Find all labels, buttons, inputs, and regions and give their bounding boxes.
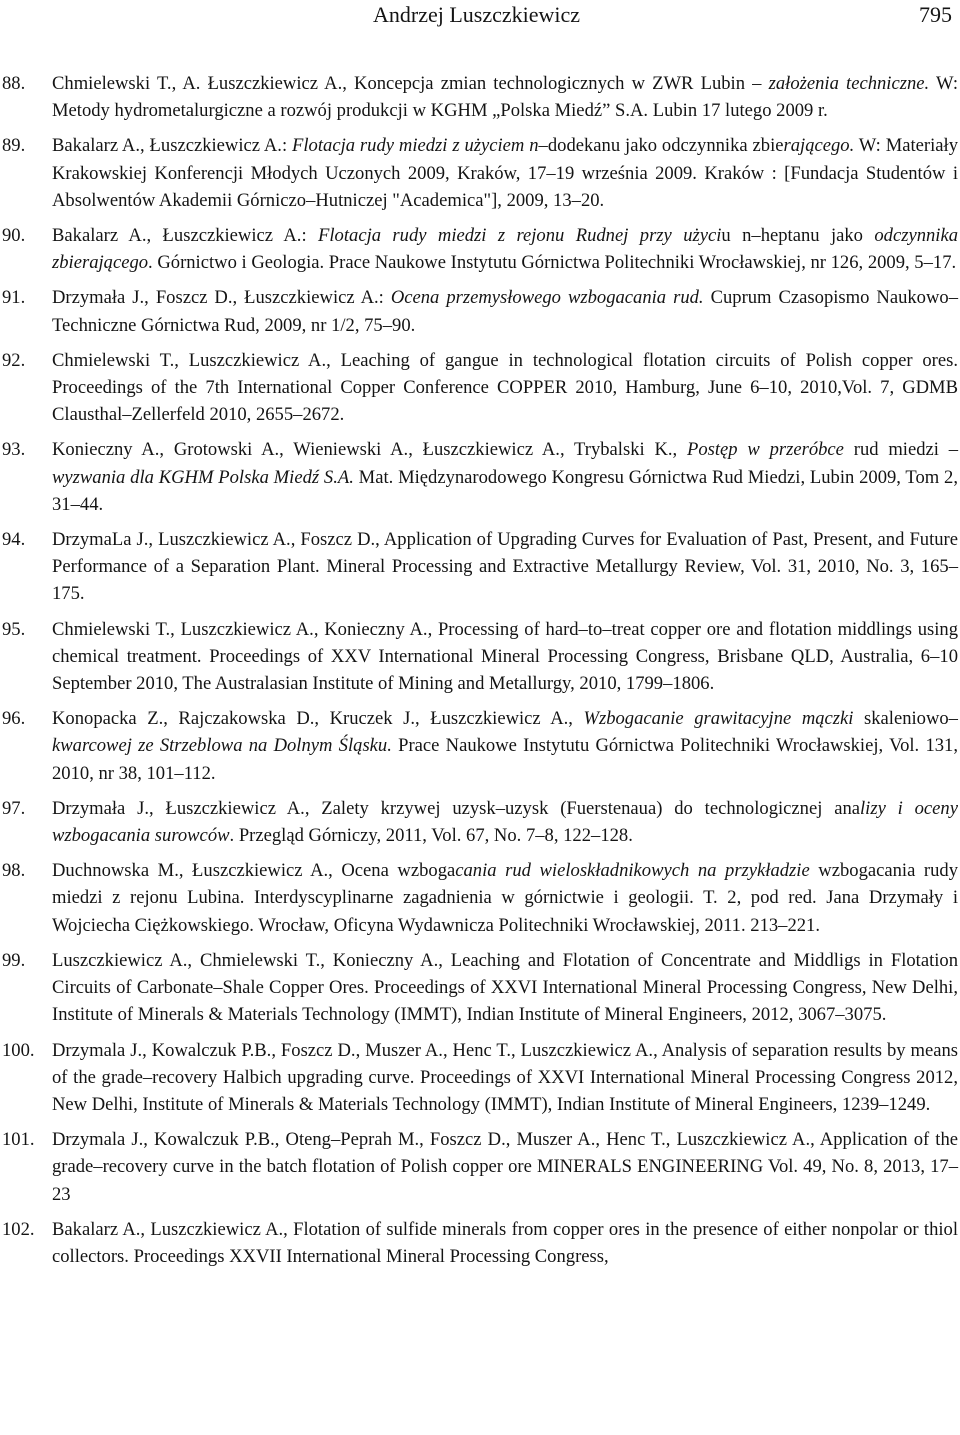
reference-text [52,1037,958,1119]
reference-number: 92. [2,349,26,371]
italic-title-segment: Postęp w przeróbce [686,439,844,461]
reference-item [0,616,960,698]
text-segment: Konieczny A., Grotowski A., Wieniewski A., Łuszczkiewicz A., Trybalski K., [52,439,687,461]
text-segment: . Górnictwo i Geologia. Prace Naukowe Instytutu Górnictwa Politechniki Wrocławskiej, nr 126, 2009, 5–17. [148,252,957,274]
reference-number: 93. [2,439,26,461]
reference-number: 96. [2,708,26,730]
text-segment: Bakalarz A., Luszczkiewicz A., Flotation of sulfide minerals from copper ores in the presence of either nonpolar or thiol collectors. Proceedings XXVII International Mineral Processing Congress, [52,1218,958,1267]
text-segment: wzbogacania rudy miedzi z rejonu Lubina. Interdyscyplinarne zagadnienia w górnictwie i geologii. T. 2, pod red. Jana Drzymały i Wojciecha Ciężkowskiego. Wrocław, Oficyna Wydawnicza Politechniki Wrocławskiej, 2011. 213–221. [52,860,958,936]
reference-number: 88. [2,73,26,94]
italic-title-segment: Flotacja rudy miedzi z rejonu Rudnej przy użyci [318,225,722,247]
text-segment: Chmielewski T., A. Łuszczkiewicz A., Koncepcja zmian technologicznych w ZWR Lubin – [52,73,769,94]
reference-item [0,1216,960,1270]
reference-text [52,436,958,518]
text-segment: Drzymala J., Kowalczuk P.B., Foszcz D., Muszer A., Henc T., Luszczkiewicz A., Analysis of separation results by means of the grade–recovery Halbich upgrading curve. Proceedings of XXVI International Mineral Processing Congress 2012, New Delhi, Institute of Minerals & Materials Technology (IMMT), Indian Institute of Mineral Engineers, 1239–1249. [52,1039,958,1115]
reference-item [0,132,960,214]
italic-title-segment: rającego. [783,135,855,157]
reference-item [0,222,960,276]
italic-title-segment: założenia techniczne. [768,73,930,94]
text-segment: Chmielewski T., Luszczkiewicz A., Leaching of gangue in technological flotation circuits of Polish copper ores. Proceedings of the 7th International Copper Conference COPPER 2010, Hamburg, June 6–10, 2010,Vol. 7, GDMB Clausthal–Zellerfeld 2010, 2655–2672. [52,349,958,426]
reference-text [52,857,958,939]
reference-item [0,436,960,518]
running-head-author: Andrzej Luszczkiewicz [373,2,581,27]
reference-text [52,795,958,849]
text-segment: DrzymaLa J., Luszczkiewicz A., Foszcz D., Application of Upgrading Curves for Evaluation of Past, Present, and Future Performance of a Separation Plant. Mineral Processing and Extractive Metallurgy Review, Vol. 31, 2010, No. 3, 165–175. [52,529,958,605]
text-segment: Bakalarz A., Łuszczkiewicz A.: [52,135,293,157]
text-segment: u n–heptanu jako [721,225,875,247]
reference-item [0,526,960,608]
text-segment: W: Metody hydrometalurgiczne a rozwój produkcji w KGHM „Polska Miedź” S.A. Lubin 17 lutego 2009 r. [52,73,958,122]
page-header [0,0,960,30]
reference-item [0,1126,960,1208]
reference-number: 89. [2,135,26,157]
text-segment: Chmielewski T., Luszczkiewicz A., Konieczny A., Processing of hard–to–treat copper ore and flotation middlings using chemical treatment. Proceedings of XXV International Mineral Processing Congress, Brisbane QLD, Australia, 6–10 September 2010, The Australasian Institute of Mining and Metallurgy, 2010, 1799–1806. [52,618,958,695]
italic-title-segment: odczynnika zbierającego [52,225,959,274]
text-segment: Duchnowska M., Łuszczkiewicz A., Ocena wzboga [52,860,456,882]
text-segment: W: Materiały Krakowskiej Konferencji Młodych Uczonych 2009, Kraków, 17–19 września 2009. Kraków : [Fundacja Studentów i Absolwentów Akademii Górniczo–Hutniczej "Academica"], 2009, 13–20. [52,135,959,211]
italic-title-segment: Flotacja rudy miedzi z użyciem n [292,135,539,157]
reference-list [0,70,960,1270]
italic-title-segment: wyzwania dla KGHM Polska Miedź S.A. [52,466,354,488]
reference-text [52,284,958,338]
text-segment: rud miedzi – [843,439,959,461]
italic-title-segment: cania rud wieloskładnikowych na przykładzie [455,860,810,882]
reference-number: 98. [2,860,26,882]
text-segment: . Przegląd Górniczy, 2011, Vol. 67, No. 7–8, 122–128. [229,825,633,847]
reference-item [0,70,960,124]
italic-title-segment: Wzbogacanie grawitacyjne mączki [583,708,854,730]
reference-item [0,795,960,849]
reference-number: 101. [2,1129,35,1151]
text-segment: Cuprum Czasopismo Naukowo–Techniczne Górnictwa Rud, 2009, nr 1/2, 75–90. [52,287,958,336]
reference-text [52,947,958,1029]
reference-text [52,705,958,787]
reference-text [52,132,958,214]
reference-item [0,705,960,787]
reference-number: 95. [2,618,26,640]
text-segment: Drzymala J., Kowalczuk P.B., Oteng–Peprah M., Foszcz D., Muszer A., Henc T., Luszczkiewicz A., Application of the grade–recovery curve in the batch flotation of Polish copper ore MINERALS ENGINEERING Vol. 49, No. 8, 2013, 17–23 [52,1129,958,1205]
reference-number: 90. [2,225,26,247]
reference-number: 97. [2,797,26,819]
text-segment: Luszczkiewicz A., Chmielewski T., Konieczny A., Leaching and Flotation of Concentrate and Middligs in Flotation Circuits of Carbonate–Shale Copper Ores. Proceedings of XXVI International Mineral Processing Congress, New Delhi, Institute of Minerals & Materials Technology (IMMT), Indian Institute of Mineral Engineers, 2012, 3067–3075. [52,949,958,1026]
reference-number: 99. [2,949,26,971]
text-segment: Prace Naukowe Instytutu Górnictwa Politechniki Wrocławskiej, Vol. 131, 2010, nr 38, 101–112. [52,735,958,784]
text-segment: Konopacka Z., Rajczakowska D., Kruczek J., Łuszczkiewicz A., [52,708,584,730]
reference-text [52,347,958,429]
reference-item [0,284,960,338]
italic-title-segment: lizy i oceny wzbogacania surowców [52,797,958,847]
italic-title-segment: Ocena przemysłowego wzbogacania rud. [390,287,704,309]
reference-number: 102. [2,1218,35,1240]
reference-text [52,526,958,608]
reference-item [0,857,960,939]
reference-text [52,70,958,124]
text-segment: skaleniowo– [853,708,958,730]
reference-item [0,347,960,429]
reference-number: 100. [2,1039,35,1061]
reference-text [52,616,958,698]
reference-text [52,1216,958,1270]
text-segment: Bakalarz A., Łuszczkiewicz A.: [52,225,319,247]
italic-title-segment: kwarcowej ze Strzeblowa na Dolnym Śląsku. [52,735,392,757]
page-number: 795 [919,2,952,27]
text-segment: –dodekanu jako odczynnika zbie [538,135,784,157]
reference-number: 91. [2,287,26,309]
text-segment: Drzymała J., Foszcz D., Łuszczkiewicz A.: [52,287,391,309]
reference-item [0,947,960,1029]
text-segment: Drzymała J., Łuszczkiewicz A., Zalety krzywej uzysk–uzysk (Fuerstenaua) do technologicznej ana [52,797,860,819]
reference-item [0,1037,960,1119]
text-segment: Mat. Międzynarodowego Kongresu Górnictwa Rud Miedzi, Lubin 2009, Tom 2, 31–44. [52,466,958,515]
reference-text [52,1126,958,1208]
reference-number: 94. [2,529,26,551]
reference-text [52,222,958,276]
